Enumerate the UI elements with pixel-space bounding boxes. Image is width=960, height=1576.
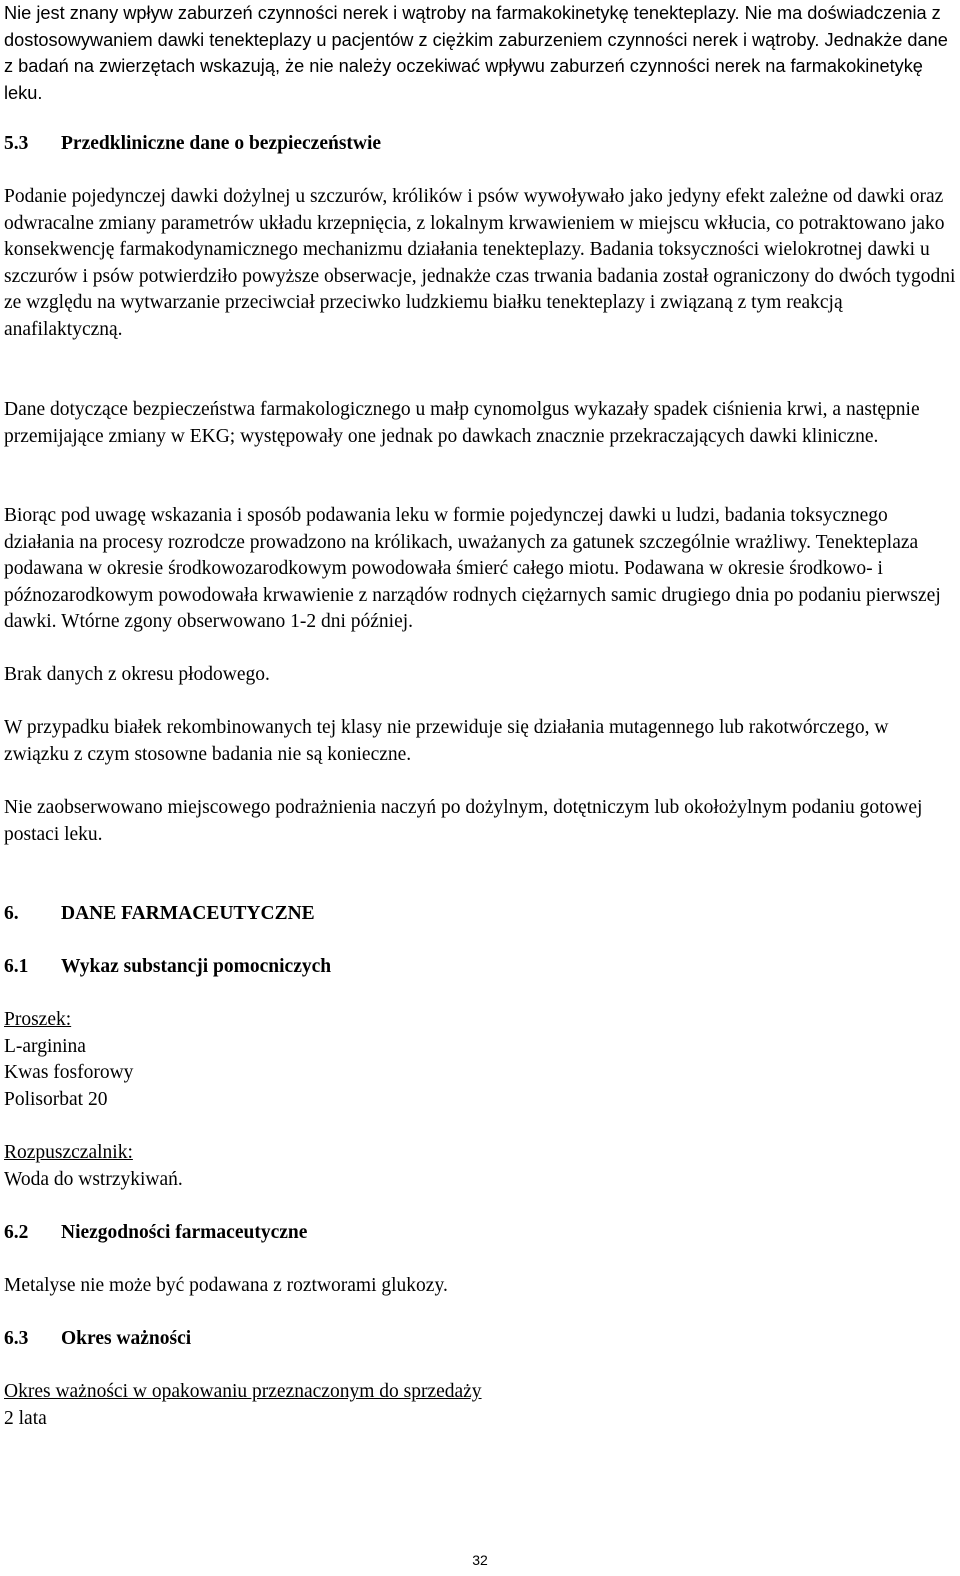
paragraph-sentence: Podanie pojedynczej dawki dożylnej u szczurów, królików i psów wywoływało jako jedyny efekt zależne od dawki oraz odwracalne zmiany parametrów układu krzepnięcia, z lokalnym krwawieniem w miejscu wkłucia, co potraktowano jako konsekwencję farmakodynamicznego mechanizmu działania tenekteplazy. <box>4 186 945 260</box>
excipients-solvent <box>4 1140 183 1193</box>
preclinical-paragraph-1 <box>4 184 956 343</box>
incompatibilities-text: Metalyse nie może być podawana z roztworami glukozy. <box>4 1275 448 1296</box>
section-number: 5.3 <box>4 133 29 154</box>
section-number: 6.1 <box>4 956 29 977</box>
shelf-life <box>4 1379 482 1432</box>
section-title: Okres ważności <box>61 1328 192 1349</box>
section-title: Przedkliniczne dane o bezpieczeństwie <box>61 133 382 154</box>
preclinical-paragraph-3-note: Brak danych z okresu płodowego. <box>4 664 270 685</box>
powder-label: Proszek: <box>4 1009 72 1030</box>
section-6-heading <box>4 901 315 928</box>
paragraph-sentence: Biorąc pod uwagę wskazania i sposób podawania leku w formie pojedynczej dawki u ludzi, badania toksycznego działania na procesy rozrodcze prowadzono na królikach, uważanych za gatunek szczególnie wrażliwy. <box>4 505 888 553</box>
section-6-1-heading <box>4 954 331 981</box>
section-number: 6.2 <box>4 1222 29 1243</box>
section-number: 6. <box>4 903 19 924</box>
section-title: DANE FARMACEUTYCZNE <box>61 903 315 924</box>
shelf-life-label: Okres ważności w opakowaniu przeznaczonym do sprzedaży <box>4 1381 482 1402</box>
section-number: 6.3 <box>4 1328 29 1349</box>
powder-item: Kwas fosforowy <box>4 1062 134 1083</box>
section-title: Niezgodności farmaceutyczne <box>61 1222 308 1243</box>
preclinical-paragraph-3 <box>4 503 956 636</box>
paragraph-sentence: Tenekteplaza podawana w okresie środkowozarodkowym powodowała śmierć całego miotu. <box>4 531 919 579</box>
paragraph-sentence: Badania toksyczności wielokrotnej dawki u szczurów i psów potwierdziło powyższe obserwacje, jednakże czas trwania badania został ograniczony do dwóch tygodni ze względu na wytwarzanie przeciwciał przeciwko ludzkiemu białku tenekteplazy i związaną z tym reakcją anafilaktyczną. <box>4 239 956 340</box>
section-title: Wykaz substancji pomocniczych <box>61 956 332 977</box>
powder-item: L-arginina <box>4 1035 86 1057</box>
section-6-3-heading <box>4 1326 191 1353</box>
page-number: 32 <box>472 1552 488 1568</box>
preclinical-paragraph-2: Dane dotyczące bezpieczeństwa farmakologicznego u małp cynomolgus wykazały spadek ciśnienia krwi, a następnie przemijające zmiany w EKG; występowały one jednak po dawkach znacznie przekraczających dawki kliniczne. <box>4 399 920 447</box>
excipients-powder <box>4 1007 133 1113</box>
paragraph-sentence: Podawana w okresie środkowo- i późnozarodkowym powodowała krwawienie z narządów rodnych ciężarnych samic drugiego dnia po podaniu pierwszej dawki. <box>4 558 941 632</box>
paragraph-sentence: Wtórne zgony obserwowano 1-2 dni później. <box>61 611 414 632</box>
powder-item: Polisorbat 20 <box>4 1088 108 1110</box>
intro-paragraph: Nie jest znany wpływ zaburzeń czynności nerek i wątroby na farmakokinetykę tenekteplazy. Nie ma doświadczenia z dostosowywaniem dawki tenekteplazy u pacjentów z ciężkim zaburzeniem czynności nerek i wątroby. Jednakże dane z badań na zwierzętach wskazują, że nie należy oczekiwać wpływu zaburzeń czynności nerek na farmakokinetykę leku. <box>4 3 948 103</box>
solvent-item: Woda do wstrzykiwań. <box>4 1168 183 1190</box>
solvent-label: Rozpuszczalnik: <box>4 1142 133 1163</box>
preclinical-paragraph-4: W przypadku białek rekombinowanych tej klasy nie przewiduje się działania mutagennego lub rakotwórczego, w związku z czym stosowne badania nie są konieczne. <box>4 717 889 765</box>
section-5-3-heading <box>4 131 381 158</box>
section-6-2-heading <box>4 1220 307 1247</box>
preclinical-paragraph-5: Nie zaobserwowano miejscowego podrażnienia naczyń po dożylnym, dotętniczym lub okołożylnym podaniu gotowej postaci leku. <box>4 797 923 845</box>
shelf-life-value: 2 lata <box>4 1407 47 1429</box>
